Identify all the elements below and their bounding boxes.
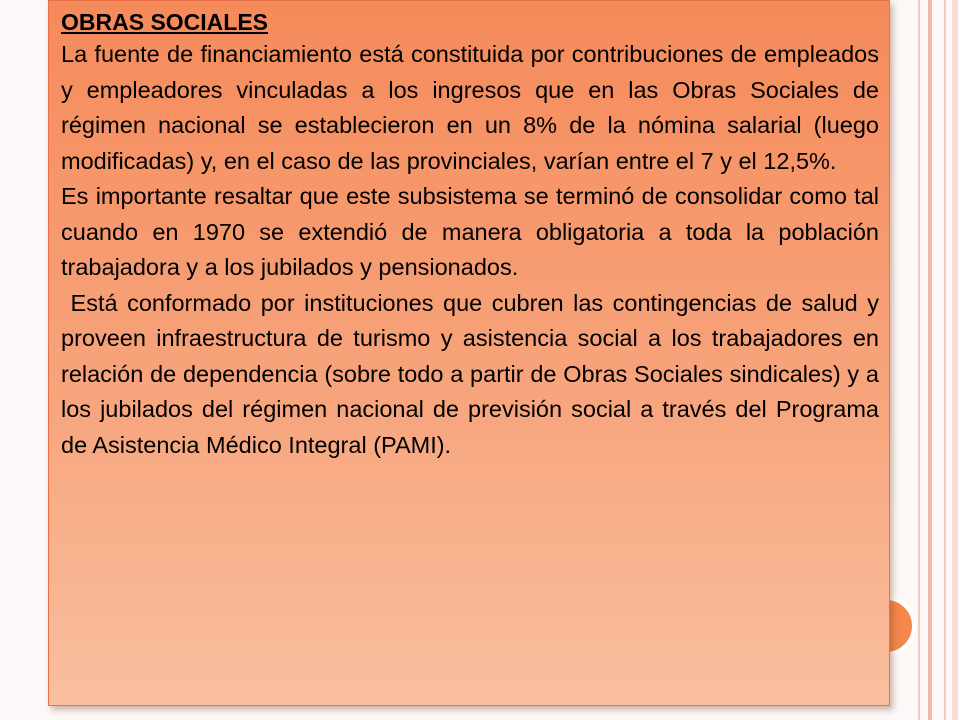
decorative-line [918,0,920,720]
paragraph-financing: La fuente de financiamiento está constituida por contribuciones de empleados y empleadores vinculadas a los ingresos que en las Obras Sociales de régimen nacional se establecieron en un 8% de la nómina salarial (luego modificadas) y, en el caso de las provinciales, varían entre el 7 y el 12,5%. [61,41,879,174]
decorative-line [952,0,958,720]
content-text-box[interactable] [48,0,890,706]
decorative-line [944,0,946,720]
slide-heading: OBRAS SOCIALES [61,9,269,35]
paragraph-institutions: Está conformado por instituciones que cubren las contingencias de salud y proveen infraestructura de turismo y asistencia social a los trabajadores en relación de dependencia (sobre todo a partir de Obras Sociales sindicales) y a los jubilados del régimen nacional de previsión social a través del Programa de Asistencia Médico Integral (PAMI). [61,289,886,458]
decorative-line [928,0,932,720]
paragraph-consolidation: Es importante resaltar que este subsistema se terminó de consolidar como tal cuando en 1970 se extendió de manera obligatoria a toda la población trabajadora y a los jubilados y pensionados. [61,183,879,280]
